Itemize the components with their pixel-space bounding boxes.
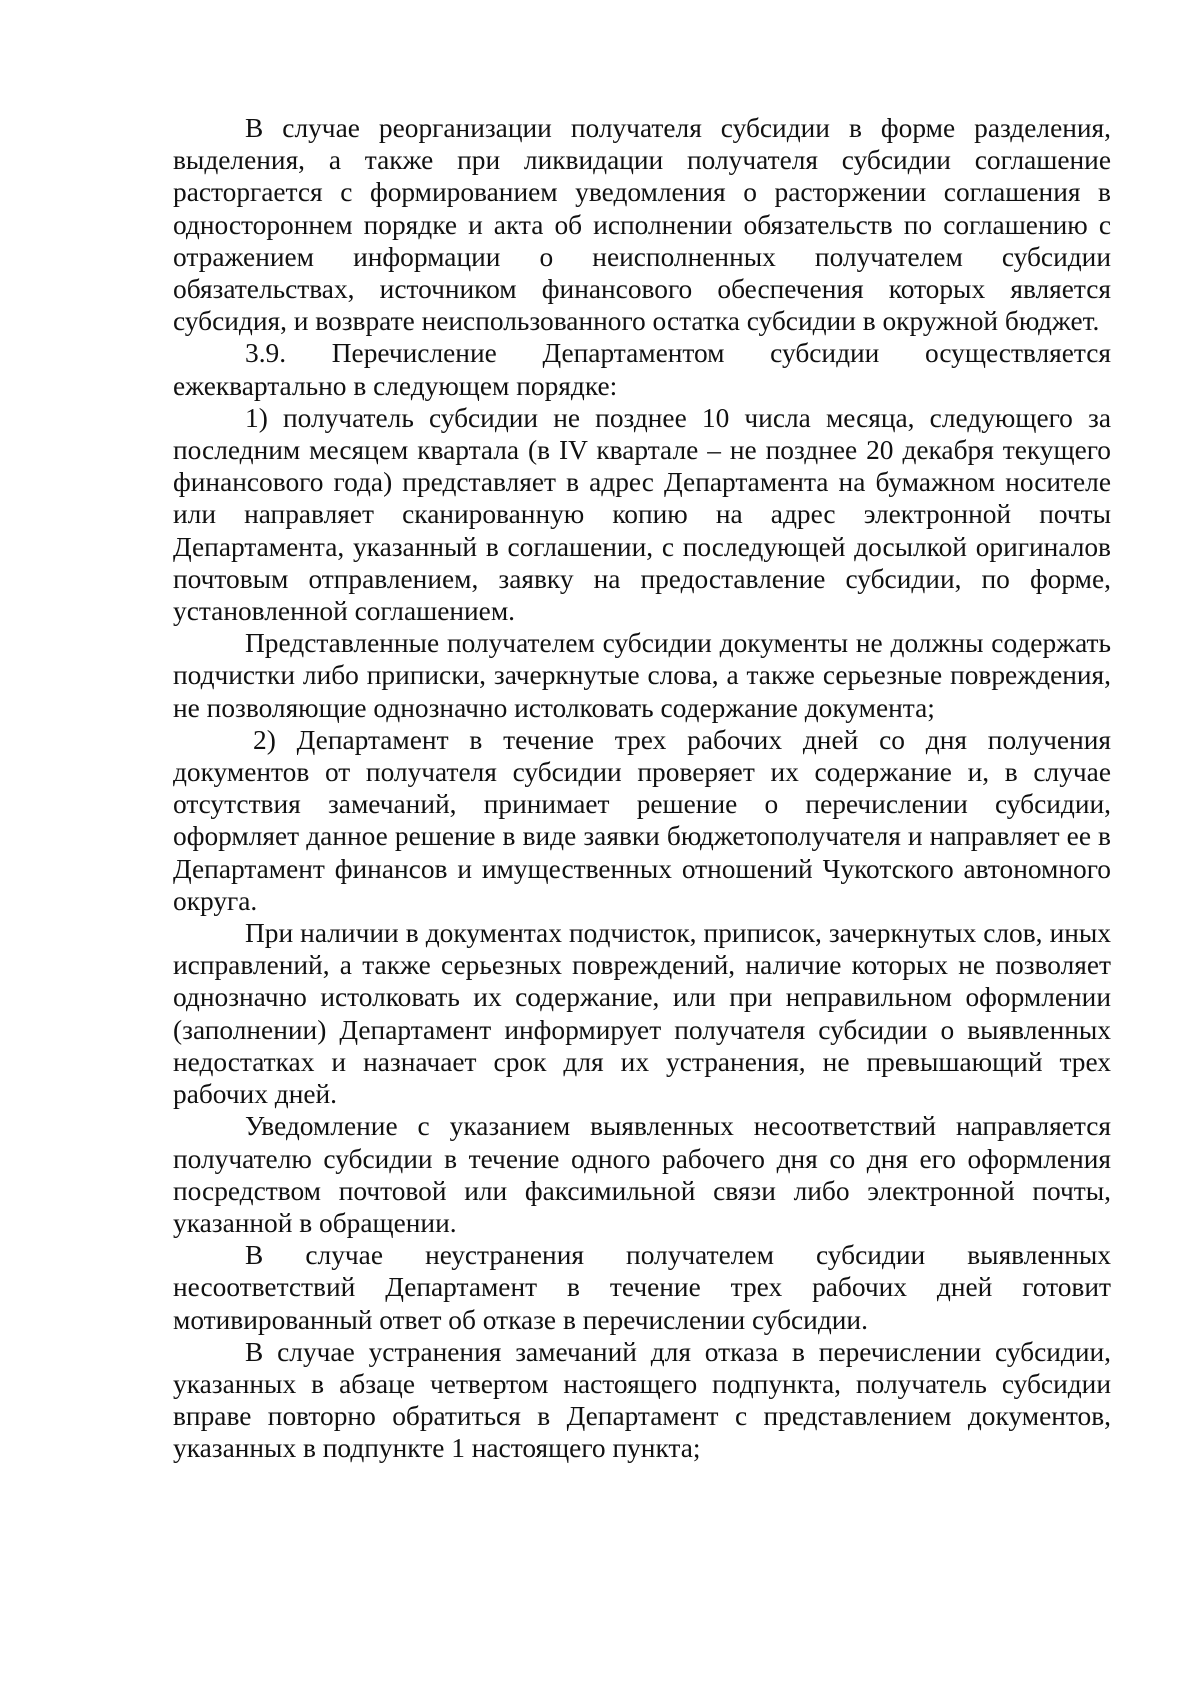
paragraph-refusal: В случае неустранения получателем субсидии выявленных несоответствий Департамент в течение трех рабочих дней готовит мотивированный ответ об отказе в перечислении субсидии. <box>173 1240 1111 1335</box>
document-body <box>173 112 1111 1465</box>
paragraph-reorganization: В случае реорганизации получателя субсидии в форме разделения, выделения, а также при ликвидации получателя субсидии соглашение расторгается с формированием уведомления о расторжении соглашения в одностороннем порядке и акта об исполнении обязательств по соглашению с отражением информации о неисполненных получателем субсидии обязательствах, источником финансового обеспечения которых является субсидия, и возврате неиспользованного остатка субсидии в окружной бюджет. <box>173 113 1111 337</box>
paragraph-document-requirements: Представленные получателем субсидии документы не должны содержать подчистки либо приписки, зачеркнутые слова, а также серьезные повреждения, не позволяющие однозначно истолковать содержание документа; <box>173 628 1111 723</box>
paragraph-resubmission: В случае устранения замечаний для отказа в перечислении субсидии, указанных в абзаце четвертом настоящего подпункта, получатель субсидии вправе повторно обратиться в Департамент с представлением документов, указанных в подпункте 1 настоящего пункта; <box>173 1336 1111 1464</box>
paragraph-subitem-1: 1) получатель субсидии не позднее 10 числа месяца, следующего за последним месяцем квартала (в IV квартале – не позднее 20 декабря текущего финансового года) представляет в адрес Департамента на бумажном носителе или направляет сканированную копию на адрес электронной почты Департамента, указанный в соглашении, с последующей досылкой оригиналов почтовым отправлением, заявку на предоставление субсидии, по форме, установленной соглашением. <box>173 402 1111 627</box>
paragraph-item-3-9: 3.9. Перечисление Департаментом субсидии осуществляется ежеквартально в следующем порядке: <box>173 338 1111 401</box>
paragraph-notification: Уведомление с указанием выявленных несоответствий направляется получателю субсидии в течение одного рабочего дня со дня его оформления посредством почтовой или факсимильной связи либо электронной почты, указанной в обращении. <box>173 1111 1111 1238</box>
paragraph-subitem-2: 2) Департамент в течение трех рабочих дней со дня получения документов от получателя субсидии проверяет их содержание и, в случае отсутствия замечаний, принимает решение о перечислении субсидии, оформляет данное решение в виде заявки бюджетополучателя и направляет ее в Департамент финансов и имущественных отношений Чукотского автономного округа. <box>173 724 1111 916</box>
paragraph-deficiencies: При наличии в документах подчисток, приписок, зачеркнутых слов, иных исправлений, а также серьезных повреждений, наличие которых не позволяет однозначно истолковать их содержание, или при неправильном оформлении (заполнении) Департамент информирует получателя субсидии о выявленных недостатках и назначает срок для их устранения, не превышающий трех рабочих дней. <box>173 918 1111 1110</box>
